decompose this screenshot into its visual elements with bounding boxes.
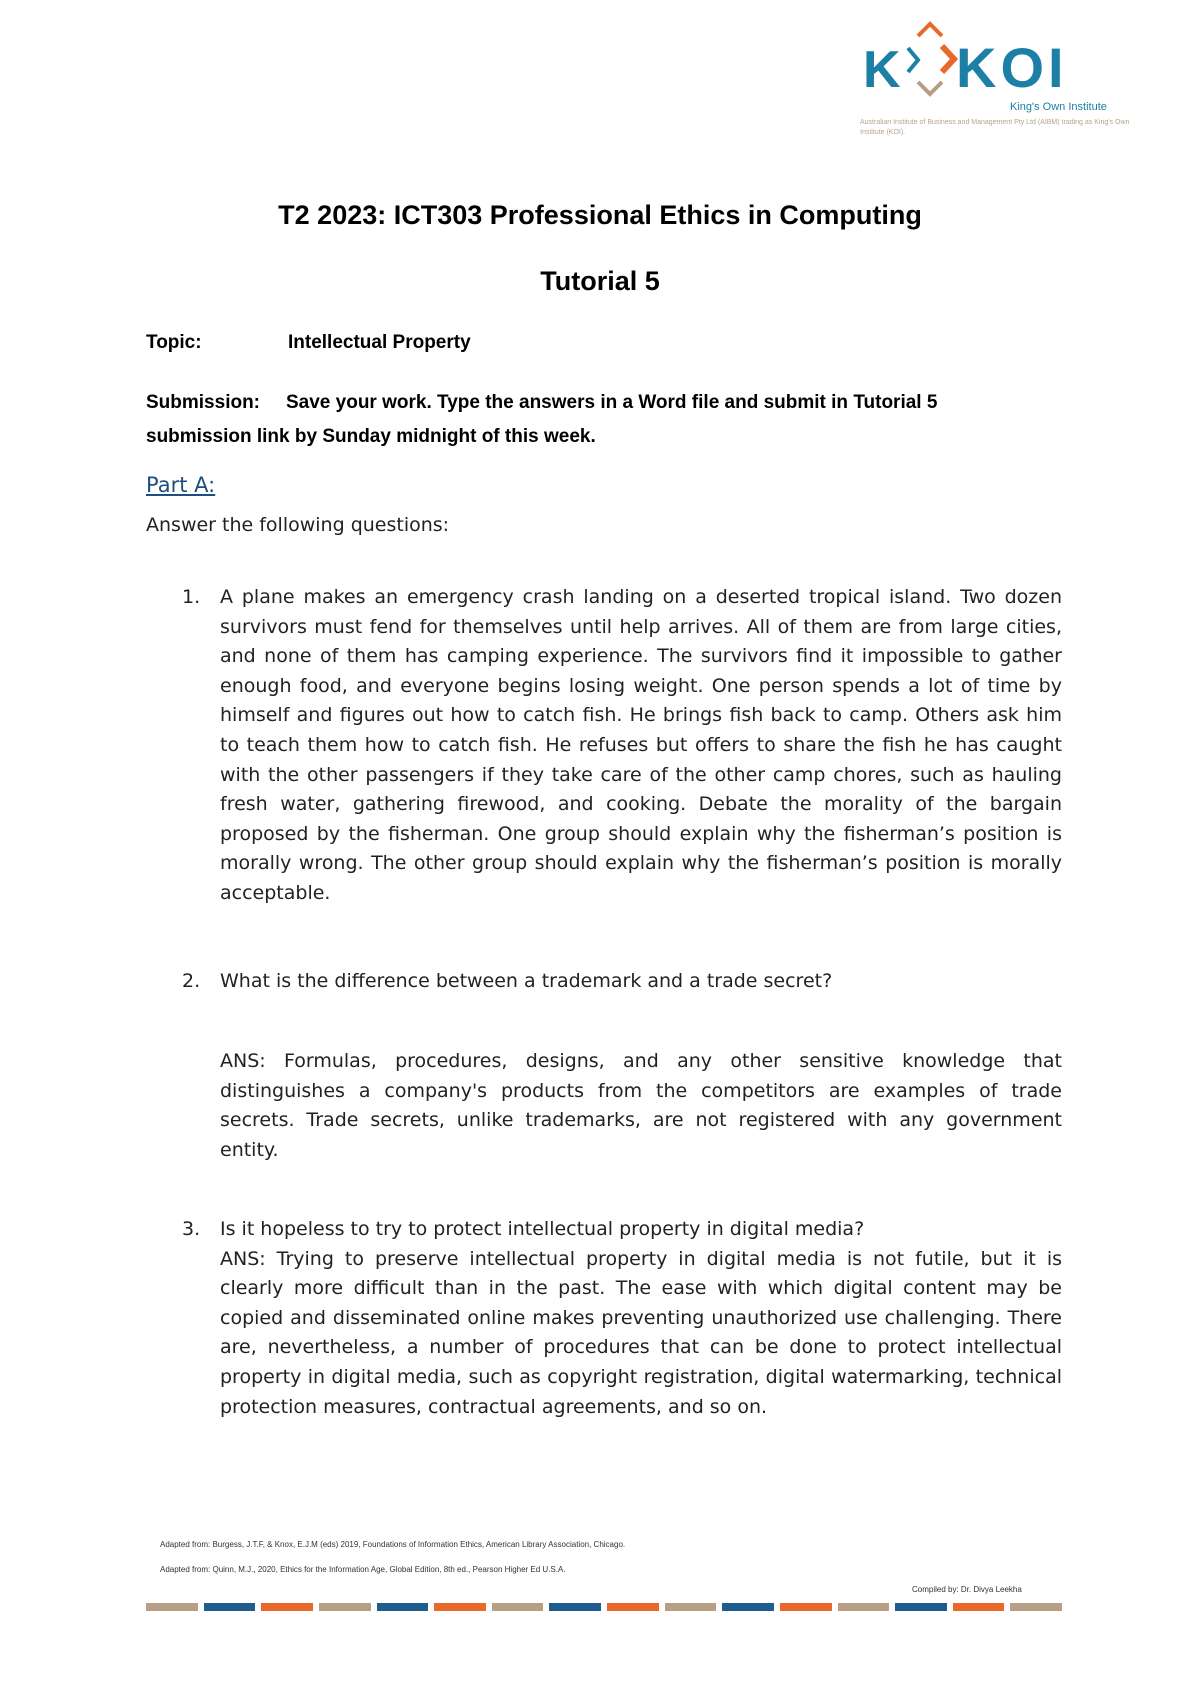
page-title: T2 2023: ICT303 Professional Ethics in Computing	[278, 200, 922, 230]
stripe-segment	[377, 1603, 429, 1611]
footer-color-stripe	[146, 1603, 1062, 1611]
logo-brand: KOI	[956, 36, 1068, 99]
footer-reference-2: Adapted from: Quinn, M.J., 2020, Ethics for the Information Age, Global Edition, 8th ed., Pearson Higher Ed U.S.A.	[160, 1565, 566, 1574]
submission-value: Save your work. Type the answers in a Word file and submit in Tutorial 5 submission link by Sunday midnight of this week.	[146, 392, 938, 447]
stripe-segment	[319, 1603, 371, 1611]
question-1	[146, 583, 1062, 909]
stripe-segment	[261, 1603, 313, 1611]
stripe-segment	[1010, 1603, 1062, 1611]
question-number: 3.	[182, 1218, 201, 1240]
stripe-segment	[549, 1603, 601, 1611]
answer-3: ANS: Trying to preserve intellectual property in digital media is not futile, but it is clearly more difficult than in the past. The ease with which digital content may be copied and disseminated online makes preventing unauthorized use challenging. There are, nevertheless, a number of procedures that can be done to protect intellectual property in digital media, such as copyright registration, digital watermarking, technical protection measures, contractual agreements, and so on.	[220, 1247, 1062, 1418]
question-number: 1.	[182, 586, 201, 608]
submission-line	[146, 386, 1046, 454]
topic-label: Topic:	[146, 332, 202, 353]
question-number: 2.	[182, 970, 201, 992]
stripe-segment	[434, 1603, 486, 1611]
stripe-segment	[665, 1603, 717, 1611]
question-text: What is the difference between a trademark and a trade secret?	[220, 970, 833, 992]
stripe-segment	[838, 1603, 890, 1611]
logo-k-letter: K	[863, 41, 901, 99]
logo-tagline: King's Own Institute	[1010, 101, 1107, 113]
topic-line	[146, 332, 471, 354]
submission-label: Submission:	[146, 392, 261, 413]
stripe-segment	[780, 1603, 832, 1611]
question-2	[146, 967, 1062, 997]
compiled-by: Compiled by: Dr. Divya Leekha	[912, 1585, 1022, 1594]
part-a-intro: Answer the following questions:	[146, 514, 450, 536]
page-subtitle: Tutorial 5	[540, 266, 660, 296]
answer-2: ANS: Formulas, procedures, designs, and any other sensitive knowledge that distinguishes a company's products from the competitors are examples of trade secrets. Trade secrets, unlike trademarks, are not registered with any government entity.	[220, 1050, 1062, 1161]
stripe-segment	[722, 1603, 774, 1611]
logo-diamond-icon	[900, 18, 960, 100]
logo-fine-print: Australian Institute of Business and Management Pty Ltd (AIBM) trading as King's Own Institute (KOI).	[860, 119, 1130, 136]
stripe-segment	[146, 1603, 198, 1611]
stripe-segment	[607, 1603, 659, 1611]
koi-logo	[860, 18, 1130, 136]
stripe-segment	[492, 1603, 544, 1611]
footer-reference-1: Adapted from: Burgess, J.T.F, & Knox, E.J.M (eds) 2019, Foundations of Information Ethics, American Library Association, Chicago.	[160, 1540, 626, 1549]
stripe-segment	[953, 1603, 1005, 1611]
question-3	[146, 1215, 1062, 1422]
stripe-segment	[895, 1603, 947, 1611]
question-text: Is it hopeless to try to protect intellectual property in digital media?	[220, 1218, 865, 1240]
topic-value: Intellectual Property	[288, 332, 471, 353]
question-text: A plane makes an emergency crash landing on a deserted tropical island. Two dozen survivors must fend for themselves until help arrives. All of them are from large cities, and none of them has camping experience. The survivors find it impossible to gather enough food, and everyone begins losing weight. One person spends a lot of time by himself and figures out how to catch fish. He brings fish back to camp. Others ask him to teach them how to catch fish. He refuses but offers to share the fish he has caught with the other passengers if they take care of the other camp chores, such as hauling fresh water, gathering firewood, and cooking. Debate the morality of the bargain proposed by the fisherman. One group should explain why the fisherman’s position is morally wrong. The other group should explain why the fisherman’s position is morally acceptable.	[220, 586, 1062, 904]
stripe-segment	[204, 1603, 256, 1611]
part-a-heading: Part A:	[146, 473, 216, 497]
